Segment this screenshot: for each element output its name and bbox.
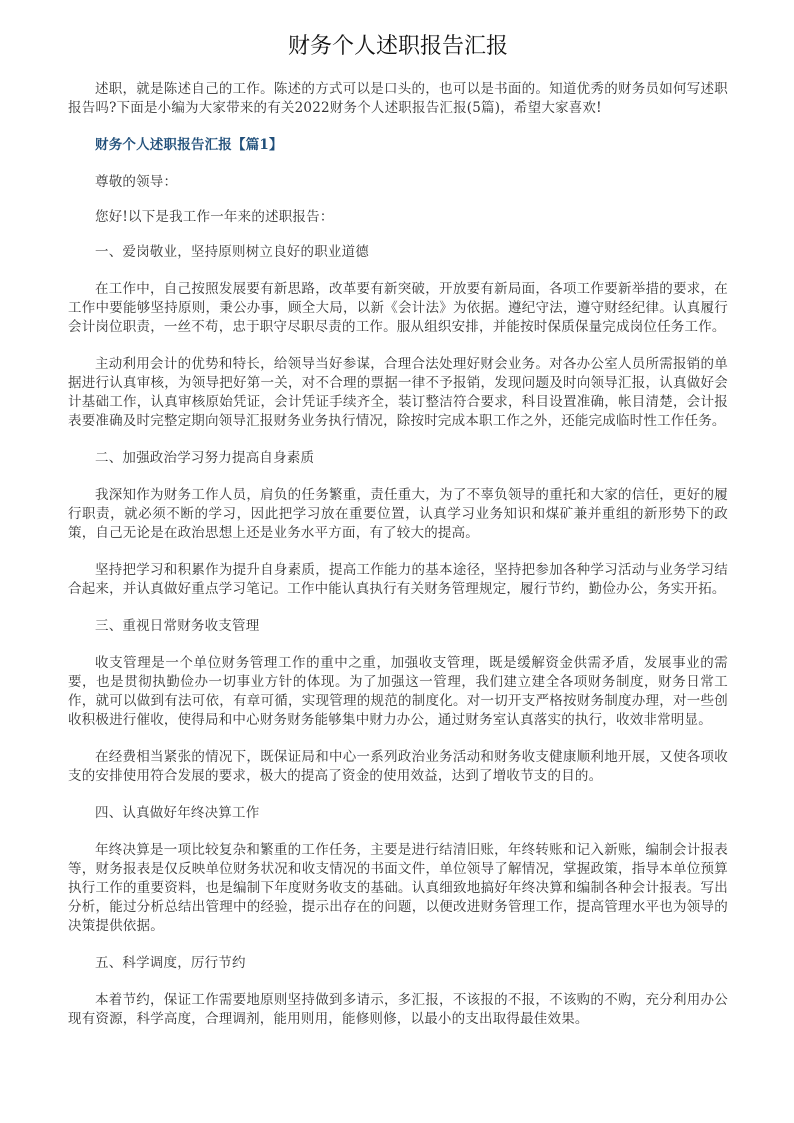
document-title: 财务个人述职报告汇报 (287, 34, 508, 59)
part-heading: 三、重视日常财务收支管理 (95, 618, 260, 634)
paragraph: 年终决算是一项比较复杂和繁重的工作任务，主要是进行结清旧账，年终转账和记入新账，编制会计报表等，财务报表是仅反映单位财务状况和收支情况的书面文件，单位领导了解情况，掌握政策，指导本单位预算执行工作的重要资料，也是编制下年度财务收支的基础。认真细致地搞好年终决算和编制各种会计报表。写出分析，能过分析总结出管理中的经验，提示出存在的问题，以便改进财务管理工作，提高管理水平也为领导的决策提供依据。 (68, 842, 728, 934)
paragraph: 在经费相当紧张的情况下，既保证局和中心一系列政治业务活动和财务收支健康顺利地开展，又使各项收支的安排使用符合发展的要求，极大的提高了资金的使用效益，达到了增收节支的目的。 (68, 749, 728, 784)
part-heading: 五、科学调度，厉行节约 (95, 955, 246, 971)
opening-line: 您好!以下是我工作一年来的述职报告： (95, 209, 334, 225)
section-heading: 财务个人述职报告汇报【篇1】 (95, 137, 283, 153)
paragraph: 本着节约，保证工作需要地原则坚持做到多请示，多汇报，不该报的不报，不该购的不购，充分利用办公现有资源，科学高度，合理调剂，能用则用，能修则修，以最小的支出取得最佳效果。 (68, 992, 728, 1027)
intro-paragraph: 述职，就是陈述自己的工作。陈述的方式可以是口头的，也可以是书面的。知道优秀的财务员如何写述职报告吗?下面是小编为大家带来的有关2022财务个人述职报告汇报(5篇)，希望大家喜欢! (68, 81, 728, 116)
greeting: 尊敬的领导： (95, 174, 178, 190)
paragraph: 在工作中，自己按照发展要有新思路，改革要有新突破，开放要有新局面，各项工作要新举措的要求，在工作中要能够坚持原则，秉公办事，顾全大局，以新《会计法》为依据。遵纪守法，遵守财经纪律。认真履行会计岗位职责，一丝不苟，忠于职守尽职尽责的工作。服从组织安排，并能按时保质保量完成岗位任务工作。 (68, 281, 728, 335)
paragraph: 坚持把学习和积累作为提升自身素质，提高工作能力的基本途径，坚持把参加各种学习活动与业务学习结合起来，并认真做好重点学习笔记。工作中能认真执行有关财务管理规定，履行节约，勤俭办公，务实开拓。 (68, 562, 728, 597)
document-page (68, 30, 728, 1047)
paragraph: 主动利用会计的优势和特长，给领导当好参谋，合理合法处理好财会业务。对各办公室人员所需报销的单据进行认真审核，为领导把好第一关，对不合理的票据一律不予报销，发现问题及时向领导汇报，认真做好会计基础工作，认真审核原始凭证，会计凭证手续齐全，装订整洁符合要求，科目设置准确，帐目清楚，会计报表要准确及时完整定期向领导汇报财务业务执行情况，除按时完成本职工作之外，还能完成临时性工作任务。 (68, 356, 728, 429)
paragraph: 我深知作为财务工作人员，肩负的任务繁重，责任重大，为了不辜负领导的重托和大家的信任，更好的履行职责，就必须不断的学习，因此把学习放在重要位置，认真学习业务知识和煤矿兼并重组的新形势下的政策，自己无论是在政治思想上还是业务水平方面，有了较大的提高。 (68, 487, 728, 541)
part-heading: 一、爱岗敬业，坚持原则树立良好的职业道德 (95, 244, 369, 260)
part-heading: 二、加强政治学习努力提高自身素质 (95, 450, 315, 466)
part-heading: 四、认真做好年终决算工作 (95, 805, 260, 821)
paragraph: 收支管理是一个单位财务管理工作的重中之重，加强收支管理，既是缓解资金供需矛盾，发展事业的需要，也是贯彻执勤俭办一切事业方针的体现。为了加强这一管理，我们建立建全各项财务制度，财务日常工作，就可以做到有法可依，有章可循，实现管理的规范的制度化。对一切开支严格按财务制度办理，对一些创收积极进行催收，使得局和中心财务财务能够集中财力办公，通过财务室认真落实的执行，收效非常明显。 (68, 655, 728, 728)
